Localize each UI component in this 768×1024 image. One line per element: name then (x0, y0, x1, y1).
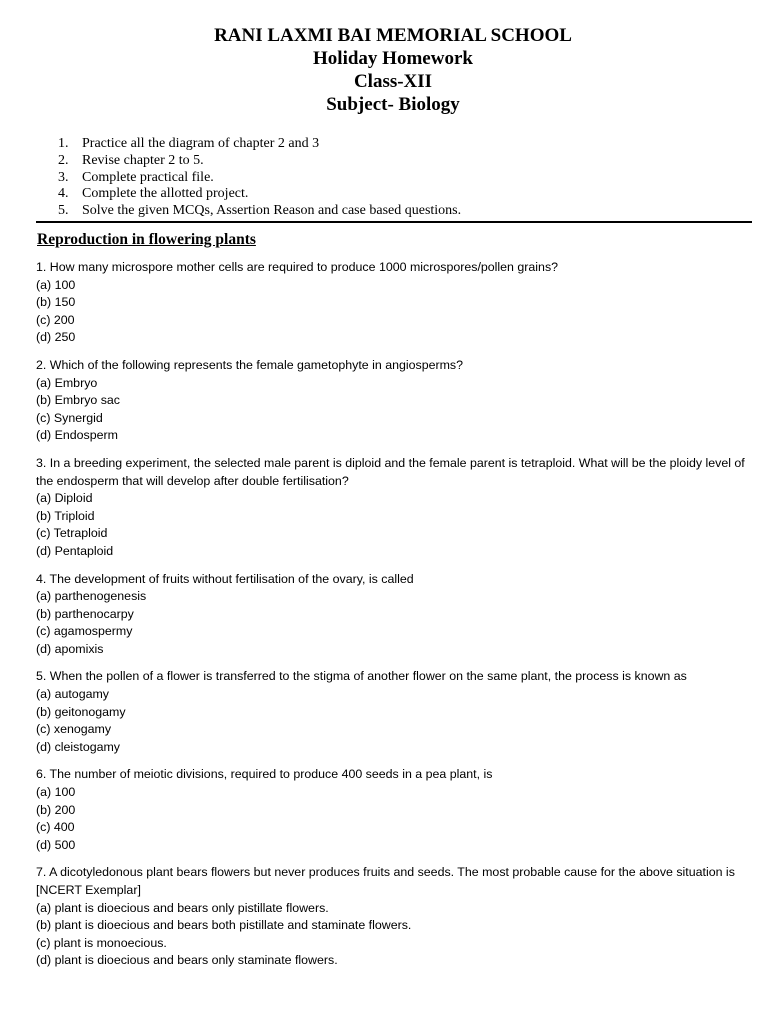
subject-label: Subject- Biology (326, 94, 460, 115)
questions-list (36, 259, 756, 980)
question-text: 5. When the pollen of a flower is transferred to the stigma of another flower on the same plant, the process is known as (36, 669, 687, 684)
instruction-text: Solve the given MCQs, Assertion Reason and case based questions. (82, 203, 462, 219)
class-label: Class-XII (353, 71, 433, 92)
answer-option: (d) Endosperm (36, 428, 118, 443)
document-header (0, 24, 768, 116)
answer-option: (c) 200 (36, 312, 75, 327)
answer-option: (d) 500 (36, 837, 76, 852)
instruction-number: 4. (58, 186, 69, 202)
answer-option: (c) plant is monoecious. (36, 935, 167, 950)
answer-option: (b) parthenocarpy (36, 606, 134, 621)
instruction-text: Complete practical file. (82, 169, 214, 185)
question-block (36, 357, 756, 445)
answer-option: (d) apomixis (36, 641, 104, 656)
instruction-number: 2. (58, 152, 69, 168)
answer-option: (c) Synergid (36, 410, 103, 425)
question-text: 3. In a breeding experiment, the selected male parent is diploid and the female parent is tetraploid. What will be the ploidy level of the endosperm that will develop after double fertilisation? (36, 455, 745, 488)
question-block (36, 259, 756, 347)
instructions-list (58, 136, 461, 220)
answer-option: (c) 400 (36, 820, 75, 835)
answer-option: (a) Diploid (36, 491, 93, 506)
answer-option: (a) 100 (36, 277, 76, 292)
answer-option: (b) plant is dioecious and bears both pistillate and staminate flowers. (36, 918, 412, 933)
answer-option: (a) Embryo (36, 375, 98, 390)
question-text: 7. A dicotyledonous plant bears flowers but never produces fruits and seeds. The most probable cause for the above situation is [NCERT Exemplar] (36, 865, 735, 897)
instruction-text: Revise chapter 2 to 5. (82, 152, 204, 168)
answer-option: (c) xenogamy (36, 722, 112, 737)
answer-option: (c) Tetraploid (36, 526, 108, 541)
question-block (36, 571, 756, 659)
question-text: 2. Which of the following represents the female gametophyte in angiosperms? (36, 357, 464, 372)
instruction-number: 1. (58, 136, 69, 151)
answer-option: (a) parthenogenesis (36, 589, 147, 604)
instruction-item (58, 136, 461, 153)
question-text: 1. How many microspore mother cells are required to produce 1000 microspores/pollen grains? (36, 260, 559, 274)
instruction-text: Practice all the diagram of chapter 2 and 3 (82, 136, 320, 151)
answer-option: (d) 250 (36, 330, 76, 345)
instruction-text: Complete the allotted project. (82, 186, 249, 202)
instruction-item (58, 203, 461, 220)
question-block (36, 864, 756, 970)
answer-option: (a) 100 (36, 785, 76, 800)
answer-option: (b) Triploid (36, 508, 95, 523)
answer-option: (b) 200 (36, 802, 76, 817)
answer-option: (b) 150 (36, 295, 76, 310)
answer-option: (a) autogamy (36, 687, 110, 702)
question-text: 4. The development of fruits without fertilisation of the ovary, is called (36, 571, 414, 586)
answer-option: (c) agamospermy (36, 624, 133, 639)
school-name: RANI LAXMI BAI MEMORIAL SCHOOL (214, 25, 572, 46)
homework-title: Holiday Homework (313, 48, 473, 69)
instruction-number: 5. (58, 203, 69, 219)
instruction-item (58, 153, 461, 170)
answer-option: (b) Embryo sac (36, 393, 120, 408)
question-block (36, 455, 756, 561)
instruction-item (58, 170, 461, 187)
section-title: Reproduction in flowering plants (37, 231, 256, 248)
answer-option: (d) cleistogamy (36, 739, 121, 754)
answer-option: (d) Pentaploid (36, 543, 114, 558)
question-block (36, 668, 756, 756)
answer-option: (d) plant is dioecious and bears only staminate flowers. (36, 953, 338, 968)
question-block (36, 766, 756, 854)
answer-option: (b) geitonogamy (36, 704, 126, 719)
instruction-item (58, 186, 461, 203)
divider-line (36, 221, 752, 223)
question-text: 6. The number of meiotic divisions, required to produce 400 seeds in a pea plant, is (36, 767, 493, 782)
answer-option: (a) plant is dioecious and bears only pistillate flowers. (36, 900, 329, 915)
instruction-number: 3. (58, 169, 69, 185)
